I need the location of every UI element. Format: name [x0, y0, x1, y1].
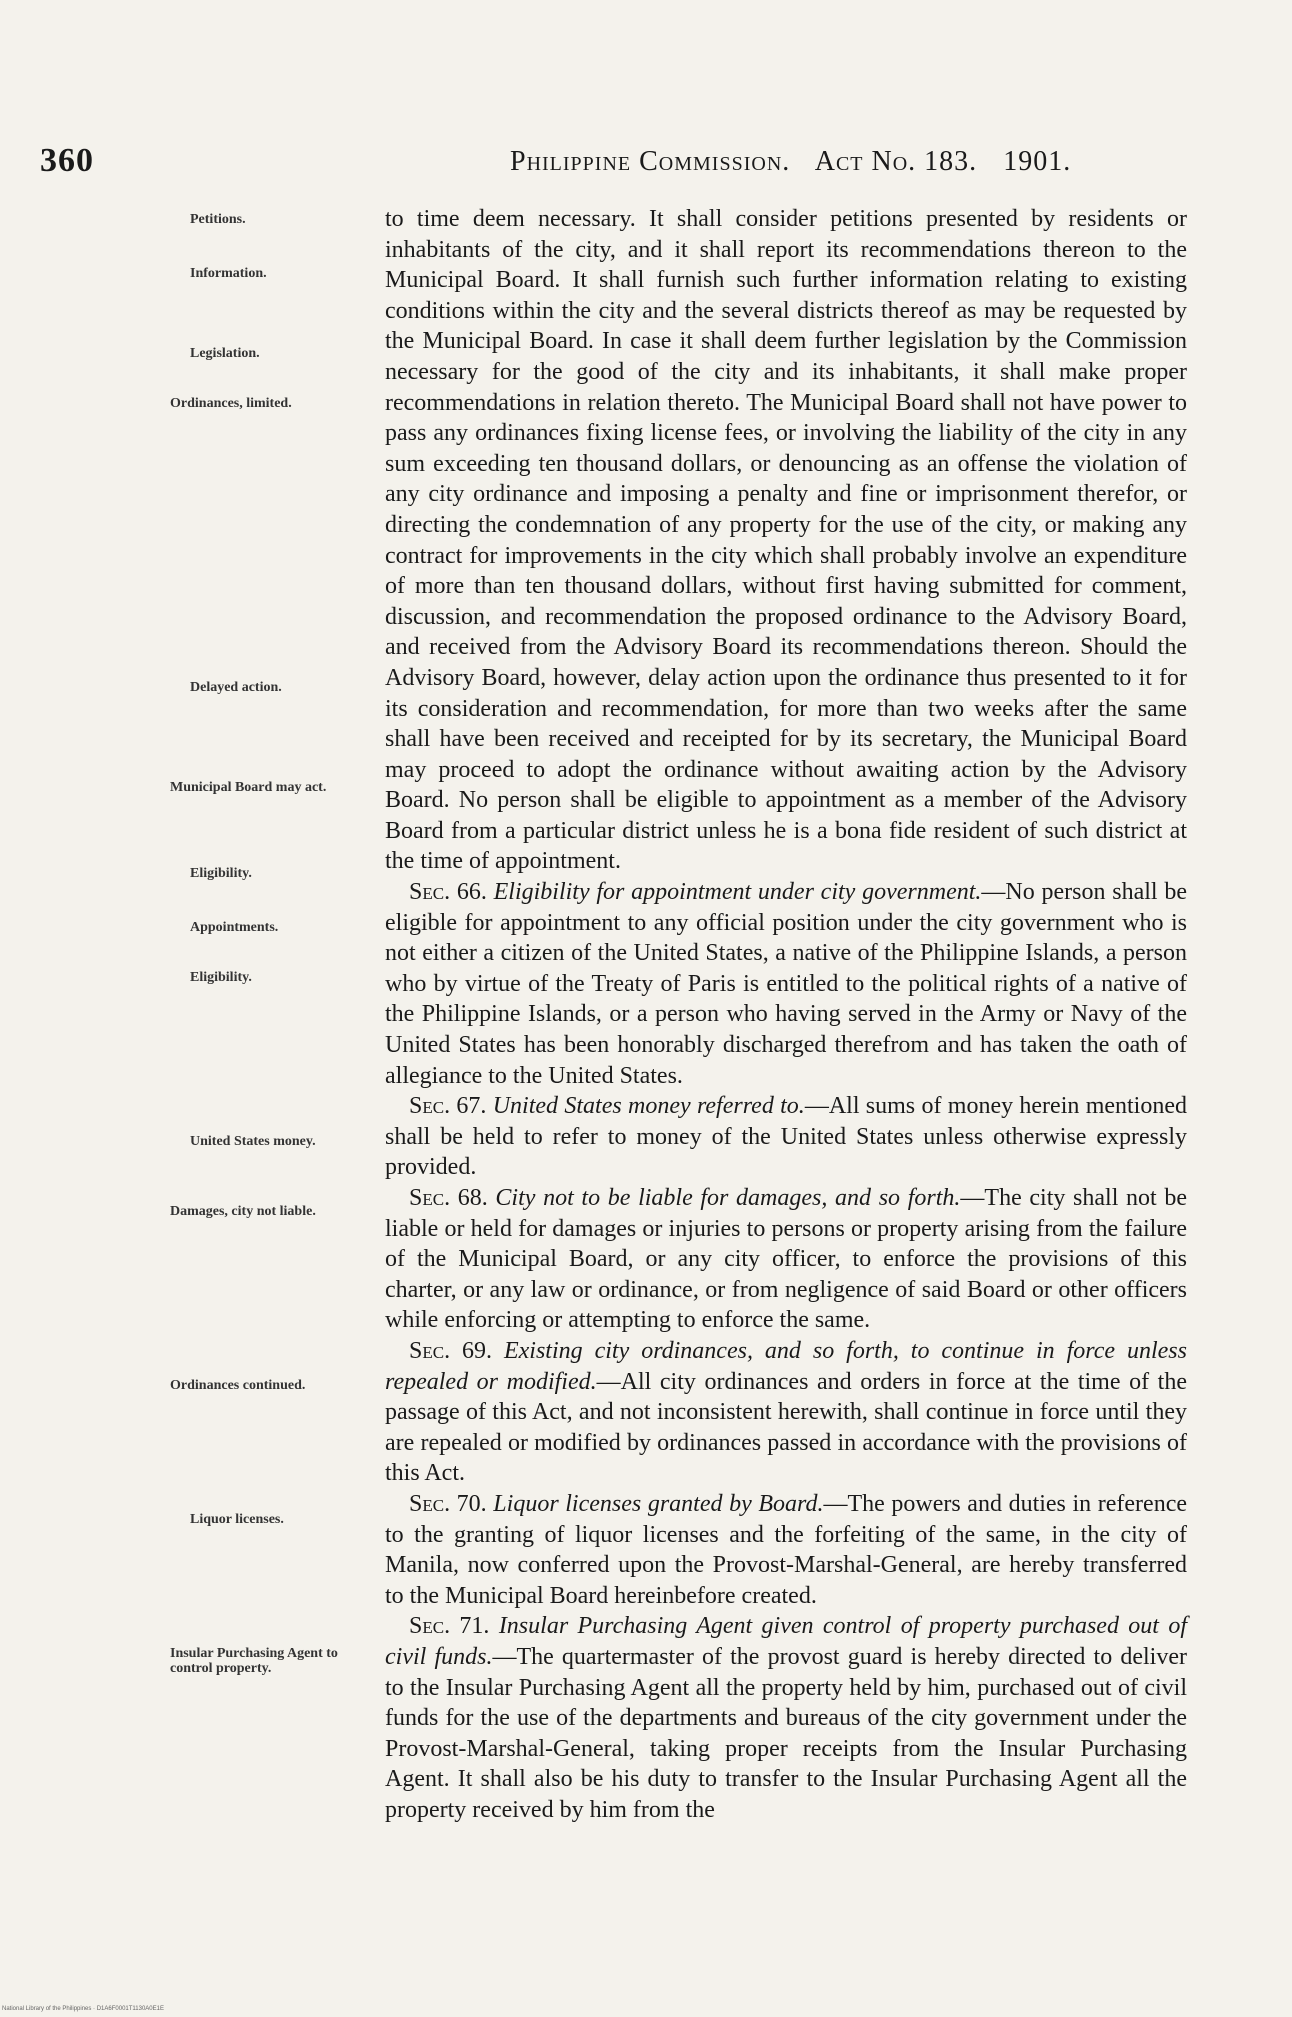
section-text: —The city shall not be liable or held for damages or injuries to persons or property arising from the failure of the Municipal Board, or any city officer, to enforce the provisions of this charter, or any law or ordinance, or from negligence of said Board or other officers while enforcing or attempting to enforce the same.	[385, 1185, 1188, 1334]
section-text: —The powers and duties in reference to the granting of liquor licenses and the forfeiting of the same, in the city of Manila, now conferred upon the Provost-Marshal-General, are hereby transferred to the Municipal Board hereinbefore created.	[385, 1490, 1188, 1609]
section-label: Sec. 67.	[409, 1093, 487, 1120]
paragraph-advisory-board: to time deem necessary. It shall consider petitions presented by residents or inhabitants of the city, and it shall report its recommendations thereon to the Municipal Board. It shall furnish such further information relating to existing conditions within the city and the several districts thereof as may be requested by the Municipal Board. In case it shall deem further legislation by the Commission necessary for the good of the city and its inhabitants, it shall make proper recommendations in relation thereto. The Municipal Board shall not have power to pass any ordinances fixing license fees, or involving the liability of the city in any sum exceeding ten thousand dollars, or denouncing as an offense the violation of any city ordinance and imposing a penalty and fine or imprisonment therefor, or directing the condemnation of any property for the use of the city, or making any contract for improvements in the city which shall probably involve an expenditure of more than ten thousand dollars, without first having submitted for comment, discussion, and recommendation the proposed ordinance to the Advisory Board, and received from the Advisory Board its recommendations thereon. Should the Advisory Board, however, delay action upon the ordinance thus presented to it for its consideration and recommendation, for more than two weeks after the same shall have been received and receipted for by its secretary, the Municipal Board may proceed to adopt the ordinance without awaiting action by the Advisory Board. No person shall be eligible to appointment as a member of the Advisory Board from a particular district unless he is a bona fide resident of such district at the time of appointment.	[385, 206, 1187, 875]
margin-note: Ordinances, limited.	[170, 396, 292, 411]
section-71	[385, 1611, 1187, 1825]
section-title: United States money referred to.	[492, 1093, 805, 1120]
margin-note: Delayed action.	[190, 680, 282, 695]
section-70	[385, 1489, 1187, 1611]
margin-note: Insular Purchasing Agent to control property.	[170, 1646, 338, 1676]
margin-note: Appointments.	[190, 920, 279, 935]
section-67	[385, 1091, 1187, 1183]
section-label: Sec. 69.	[409, 1337, 493, 1364]
section-text: —No person shall be eligible for appointment to any official position under the city government who is not either a citizen of the United States, a native of the Philippine Islands, a person who by virtue of the Treaty of Paris is entitled to the political rights of a native of the Philippine Islands, or a person who having served in the Army or Navy of the United States has been honorably discharged therefrom and has taken the oath of allegiance to the United States.	[385, 879, 1187, 1089]
section-text: —The quartermaster of the provost guard is hereby directed to deliver to the Insular Purchasing Agent all the property held by him, purchased out of civil funds for the use of the departments and bureaus of the city government under the Provost-Marshal-General, taking proper receipts from the Insular Purchasing Agent. It shall also be his duty to transfer to the Insular Purchasing Agent all the property received by him from the	[385, 1643, 1187, 1823]
margin-note: Eligibility.	[190, 970, 252, 985]
section-label: Sec. 70.	[409, 1490, 487, 1517]
margin-note: Municipal Board may act.	[170, 780, 327, 795]
section-title: Liquor licenses granted by Board.	[493, 1490, 824, 1517]
section-title: Eligibility for appointment under city government.	[493, 879, 982, 906]
margin-note: Liquor licenses.	[190, 1512, 284, 1527]
margin-note: Petitions.	[190, 212, 246, 227]
margin-note: United States money.	[190, 1134, 316, 1149]
margin-note: Information.	[190, 266, 267, 281]
running-head-act: Act No. 183.	[814, 146, 978, 177]
section-label: Sec. 71.	[409, 1613, 490, 1640]
section-69	[385, 1336, 1187, 1489]
section-title: Existing city ordinances, and so forth, to continue in force unless repealed or modified.	[385, 1337, 1187, 1395]
scan-credit: National Library of the Philippines · D1A6F0001T1130A0E1E	[2, 2006, 164, 2012]
running-head-year: 1901.	[1003, 146, 1072, 177]
margin-note: Ordinances continued.	[170, 1378, 306, 1393]
margin-note: Legislation.	[190, 346, 260, 361]
section-label: Sec. 66.	[409, 879, 487, 906]
section-label: Sec. 68.	[409, 1185, 488, 1211]
act-body	[385, 204, 1187, 1825]
margin-note: Eligibility.	[190, 866, 252, 881]
section-title: City not to be liable for damages, and so forth.	[495, 1185, 961, 1211]
margin-notes	[0, 0, 380, 2017]
running-head	[510, 146, 1089, 178]
margin-note: Damages, city not liable.	[170, 1204, 316, 1219]
section-68	[385, 1183, 1187, 1336]
section-text: —All sums of money herein mentioned shall be held to refer to money of the United States unless otherwise expressly provided.	[385, 1093, 1187, 1181]
section-text: —All city ordinances and orders in force at the time of the passage of this Act, and not inconsistent herewith, shall continue in force until they are repealed or modified by ordinances passed in accordance with the provisions of this Act.	[385, 1368, 1188, 1487]
page-number: 360	[40, 142, 94, 179]
running-head-publisher: Philippine Commission.	[510, 146, 791, 177]
section-66	[385, 877, 1187, 1091]
section-title: Insular Purchasing Agent given control of property purchased out of civil funds.	[385, 1613, 1187, 1670]
